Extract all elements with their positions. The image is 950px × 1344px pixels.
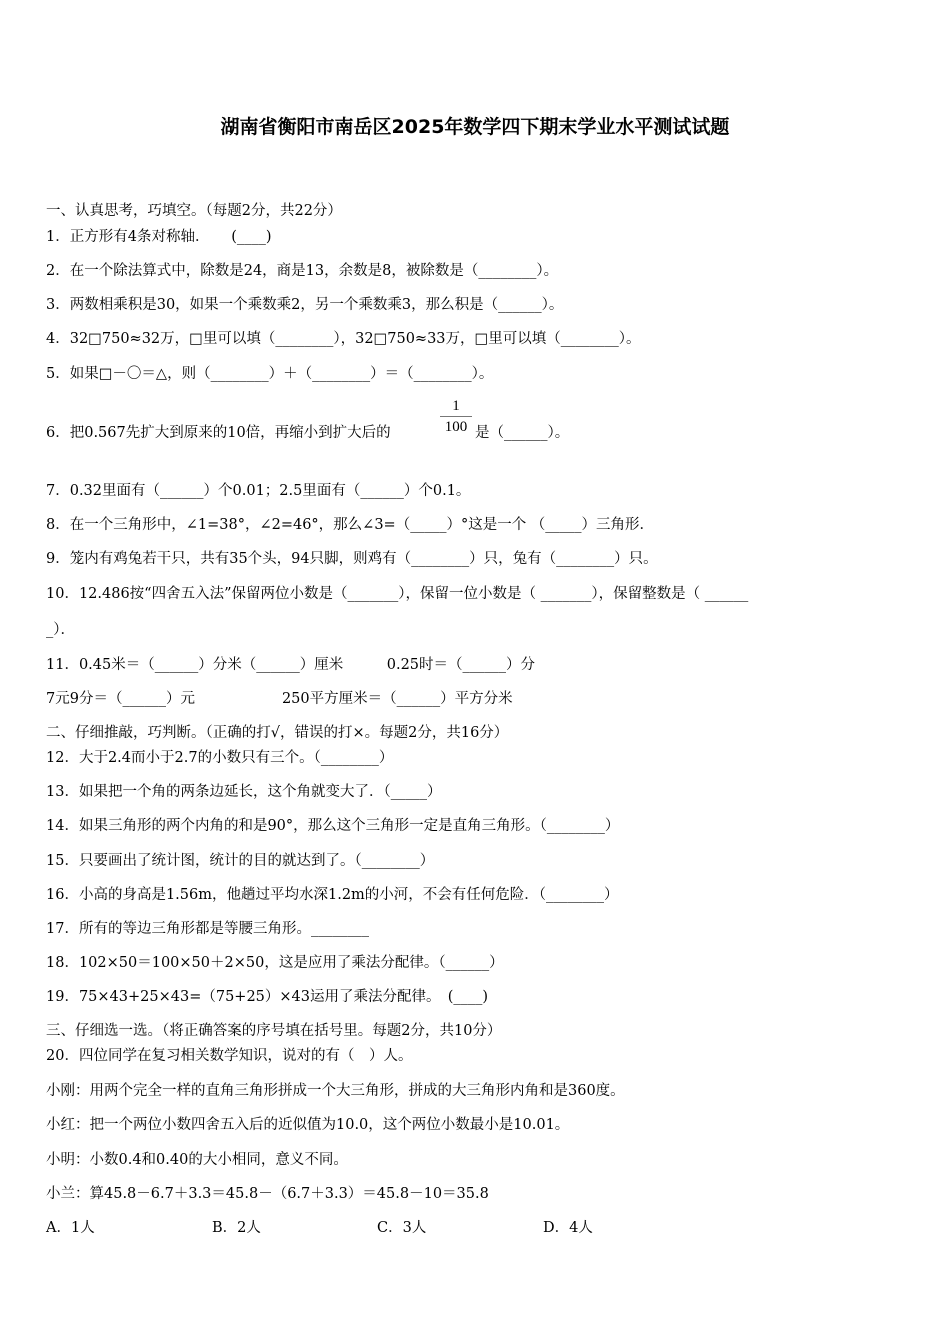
question-9: 9．笼内有鸡兔若干只，共有35个头，94只脚，则鸡有（________）只，兔有（________）只。 [46, 551, 658, 567]
section-1-heading: 一、认真思考，巧填空。（每题2分，共22分） [46, 203, 342, 219]
statement-xiaoming: 小明：小数0.4和0.40的大小相同，意义不同。 [46, 1152, 348, 1168]
option-a: A．1人 [46, 1220, 95, 1236]
question-17: 17．所有的等边三角形都是等腰三角形。________ [46, 921, 369, 937]
option-d: D．4人 [543, 1220, 593, 1236]
statement-xiaohong: 小红：把一个两位小数四舍五入后的近似值为10.0，这个两位小数最小是10.01。 [46, 1117, 570, 1133]
question-10: 10．12.486按“四舍五入法”保留两位小数是（_______），保留一位小数是（ _______），保留整数是（ ______ [46, 586, 749, 602]
question-14: 14．如果三角形的两个内角的和是90°，那么这个三角形一定是直角三角形。（________） [46, 818, 620, 834]
question-1: 1．正方形有4条对称轴． (____) [46, 229, 272, 245]
question-19: 19．75×43+25×43=（75+25）×43运用了乘法分配律。 (____) [46, 989, 489, 1005]
question-8: 8．在一个三角形中，∠1=38°，∠2=46°，那么∠3=（_____）°这是一个 （_____）三角形． [46, 517, 655, 533]
question-11-line-2: 7元9分＝（______）元 250平方厘米＝（______）平方分米 [46, 691, 513, 707]
question-11-line-1: 11．0.45米＝（______）分米（______）厘米 0.25时＝（______）分 [46, 657, 536, 673]
fraction-one-hundredth [440, 397, 472, 436]
question-18: 18．102×50＝100×50＋2×50，这是应用了乘法分配律。（______） [46, 955, 504, 971]
question-12: 12．大于2.4而小于2.7的小数只有三个。（________） [46, 750, 394, 766]
option-c: C．3人 [377, 1220, 427, 1236]
question-13: 13．如果把一个角的两条边延长，这个角就变大了．（_____） [46, 784, 442, 800]
question-2: 2．在一个除法算式中，除数是24，商是13，余数是8，被除数是（________）。 [46, 263, 559, 279]
fraction-denominator: 100 [444, 419, 468, 435]
fraction-numerator: 1 [452, 398, 460, 414]
page-title: 湖南省衡阳市南岳区2025年数学四下期末学业水平测试试题 [220, 116, 730, 138]
question-7: 7．0.32里面有（______）个0.01；2.5里面有（______）个0.1。 [46, 483, 471, 499]
question-10-continued: _）． [46, 622, 75, 638]
question-15: 15．只要画出了统计图，统计的目的就达到了。（________） [46, 853, 435, 869]
question-6-part-2: 是（______）。 [475, 425, 570, 441]
section-3-heading: 三、仔细选一选。（将正确答案的序号填在括号里。每题2分，共10分） [46, 1023, 502, 1039]
option-b: B．2人 [212, 1220, 261, 1236]
section-2-heading: 二、仔细推敲，巧判断。（正确的打√，错误的打×。每题2分，共16分） [46, 725, 509, 741]
statement-xiaolan: 小兰：算45.8－6.7＋3.3＝45.8－（6.7＋3.3）＝45.8－10＝35.8 [46, 1186, 489, 1202]
question-3: 3．两数相乘积是30，如果一个乘数乘2，另一个乘数乘3，那么积是（______）。 [46, 297, 564, 313]
question-20: 20．四位同学在复习相关数学知识，说对的有（ ）人。 [46, 1048, 413, 1064]
question-4: 4．32□750≈32万，□里可以填（________），32□750≈33万，□里可以填（________）。 [46, 331, 641, 347]
question-6-part-1: 6．把0.567先扩大到原来的10倍，再缩小到扩大后的 [46, 425, 391, 441]
question-5: 5．如果□－〇＝△，则（________）＋（________）＝（________）。 [46, 366, 494, 382]
fraction-bar [440, 416, 472, 417]
question-16: 16．小高的身高是1.56m，他趟过平均水深1.2m的小河，不会有任何危险．（________） [46, 887, 619, 903]
statement-xiaogang: 小刚：用两个完全一样的直角三角形拼成一个大三角形，拼成的大三角形内角和是360度。 [46, 1083, 625, 1099]
